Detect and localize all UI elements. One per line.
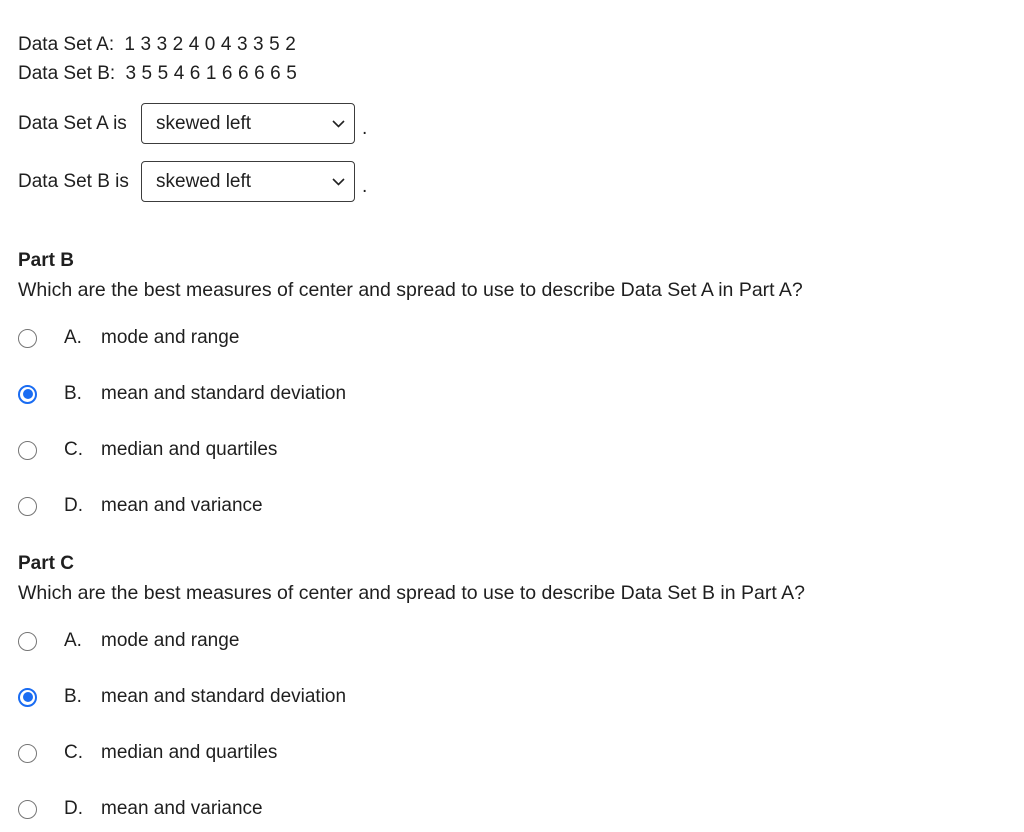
part-c-question: Which are the best measures of center and spread to use to describe Data Set B in Part A? [18,582,805,604]
radio-button-icon[interactable] [18,800,37,819]
data-set-b-label: Data Set B: [18,63,116,84]
chevron-down-icon [331,174,346,189]
radio-button-icon[interactable] [18,744,37,763]
choice-text: mean and variance [101,495,263,516]
data-value: 2 [172,34,184,55]
part-c-choice-d[interactable] [18,797,263,821]
data-value: 3 [156,34,168,55]
data-set-b-values [120,63,302,84]
choice-text: median and quartiles [101,742,278,763]
data-set-a-select-label: Data Set A is [18,112,127,134]
data-value: 5 [269,34,280,55]
data-value: 1 [205,63,217,84]
choice-letter: A. [64,630,82,651]
part-b-choice-d[interactable] [18,494,263,518]
choice-letter: D. [64,798,83,819]
sentence-period: . [362,175,368,197]
data-value: 5 [141,63,153,84]
choice-letter: D. [64,495,83,516]
part-b-choice-c[interactable] [18,438,277,462]
choice-letter: C. [64,742,83,763]
choice-letter: B. [64,383,82,404]
radio-button-icon[interactable] [18,632,37,651]
radio-button-icon[interactable] [18,688,37,707]
data-set-b-select-label: Data Set B is [18,170,129,192]
data-value: 6 [221,63,233,84]
data-value: 6 [238,63,249,84]
data-value: 3 [140,34,152,55]
data-value: 4 [188,34,200,55]
data-set-a-label: Data Set A: [18,34,115,55]
select-value: skewed left [156,170,252,192]
data-value: 4 [173,63,185,84]
part-c-title: Part C [18,553,74,574]
choice-text: median and quartiles [101,439,278,460]
data-value: 6 [189,63,201,84]
part-b-choice-a[interactable] [18,326,239,350]
data-set-a-select-row [18,103,367,144]
data-set-b-shape-select[interactable] [141,161,355,202]
choice-text: mode and range [101,327,240,348]
choice-letter: A. [64,327,82,348]
data-set-a-shape-select[interactable] [141,103,355,144]
select-value: skewed left [156,112,252,134]
chevron-down-icon [331,116,346,131]
data-value: 5 [286,63,297,84]
sentence-period: . [362,117,368,139]
data-value: 4 [220,34,232,55]
radio-button-icon[interactable] [18,497,37,516]
data-value: 0 [204,34,216,55]
data-value: 6 [270,63,281,84]
part-b-question: Which are the best measures of center and spread to use to describe Data Set A in Part A? [18,279,803,301]
radio-button-icon[interactable] [18,385,37,404]
choice-letter: C. [64,439,83,460]
choice-text: mean and standard deviation [101,383,347,404]
radio-button-icon[interactable] [18,329,37,348]
part-c-choice-a[interactable] [18,629,239,653]
data-value: 3 [236,34,248,55]
choice-text: mean and variance [101,798,263,819]
choice-text: mode and range [101,630,240,651]
data-set-b-line [18,63,302,85]
part-c-choice-b[interactable] [18,685,346,709]
data-value: 3 [253,34,264,55]
radio-button-icon[interactable] [18,441,37,460]
data-value: 3 [125,63,137,84]
part-b-choice-b[interactable] [18,382,346,406]
choice-letter: B. [64,686,82,707]
data-set-a-line [18,34,301,56]
data-set-a-values [119,34,301,55]
choice-text: mean and standard deviation [101,686,347,707]
data-value: 6 [254,63,265,84]
data-set-b-select-row [18,161,367,202]
part-c-choice-c[interactable] [18,741,277,765]
data-value: 2 [285,34,296,55]
data-value: 5 [157,63,169,84]
part-b-title: Part B [18,250,74,271]
data-value: 1 [124,34,135,55]
